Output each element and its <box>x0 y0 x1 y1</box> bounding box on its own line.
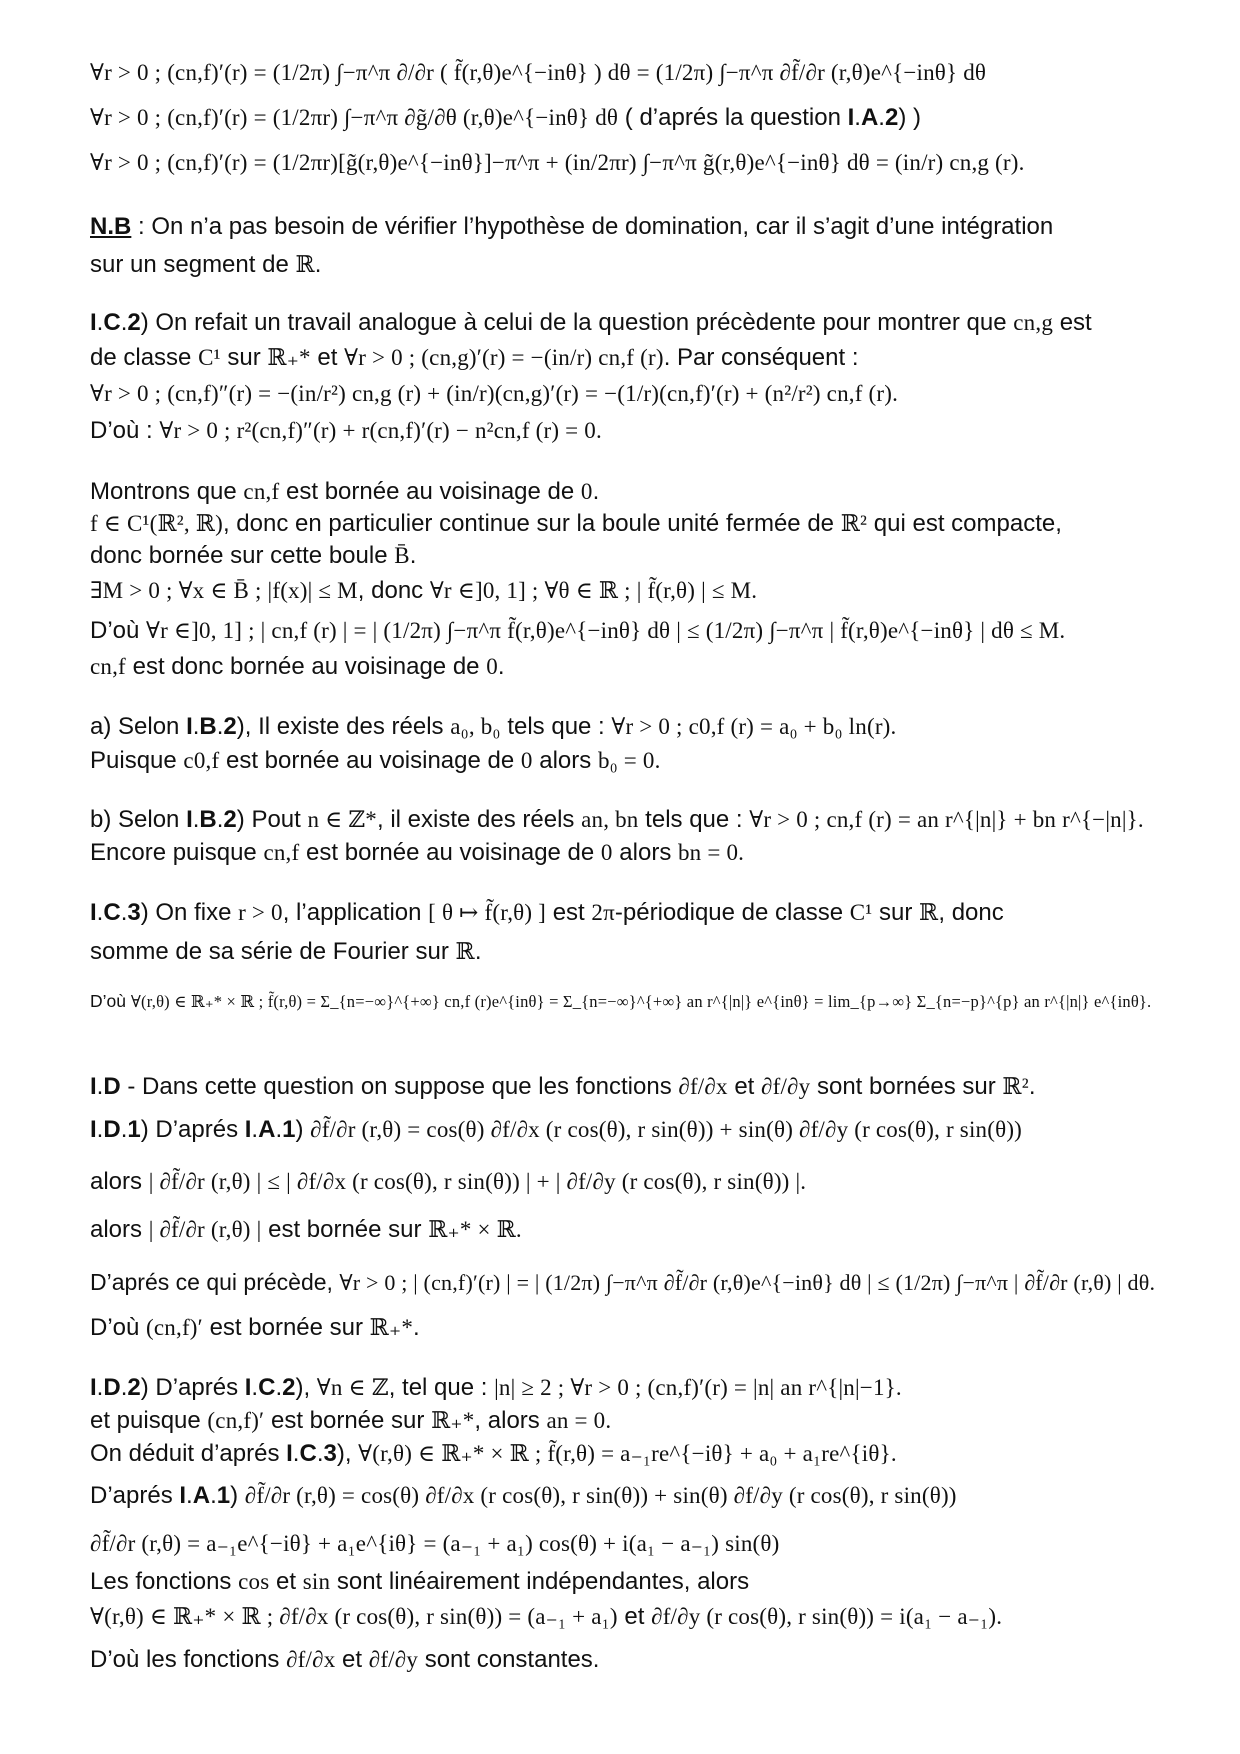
text-line <box>90 1167 1170 1197</box>
math-expression: ∂f/∂x <box>286 1647 336 1672</box>
math-expression: (cn,f)′ <box>146 1315 203 1340</box>
text-span: somme de sa série de Fourier sur <box>90 938 456 965</box>
text-span: . <box>96 1116 104 1143</box>
text-span: 2 <box>223 806 237 833</box>
text-span: Puisque <box>90 747 184 774</box>
text-span: D’où : <box>90 417 160 444</box>
math-expression: a₀, b₀ <box>450 714 501 739</box>
text-span: . <box>96 899 104 926</box>
text-span: est <box>546 899 592 926</box>
text-span: I <box>90 899 97 926</box>
math-expression: bn = 0. <box>677 840 745 865</box>
math-expression: ∃M > 0 ; ∀x ∈ B̄ ; |f(x)| ≤ M <box>90 578 358 603</box>
text-span: . <box>275 1116 283 1143</box>
text-span: I <box>179 1482 187 1509</box>
text-span: D’aprés ce qui précède, <box>90 1269 340 1295</box>
text-span: ), Il existe des réels <box>236 713 451 740</box>
math-expression: [ θ ↦ f̃(r,θ) ] <box>428 900 547 925</box>
text-line <box>90 308 1170 338</box>
text-span: Encore puisque <box>90 839 264 866</box>
math-expression: ∀r > 0 ; cn,f (r) = an r^{|n|} + bn r^{−|n|}. <box>749 807 1144 832</box>
text-span: C <box>258 1374 276 1401</box>
text-span: I <box>186 713 193 740</box>
text-span: ) D’aprés <box>140 1116 245 1143</box>
math-expression: ∂f̃/∂r (r,θ) = a₋₁e^{−iθ} + a₁e^{iθ} = (a₋₁ + a₁) cos(θ) + i(a₁ − a₋₁) sin(θ) <box>90 1531 780 1556</box>
text-span: et <box>310 344 345 371</box>
text-line <box>90 148 1170 178</box>
math-expression: b₀ = 0. <box>597 748 661 773</box>
text-line <box>90 1439 1170 1469</box>
text-span: , donc <box>357 577 430 604</box>
text-span: est <box>1053 309 1092 336</box>
text-span: . <box>251 1116 259 1143</box>
math-expression: ∂f/∂y (r cos(θ), r sin(θ)) = i(a₁ − a₋₁). <box>651 1604 1003 1629</box>
text-span: et <box>617 1603 652 1630</box>
text-line <box>90 212 1170 242</box>
text-line <box>90 576 1170 606</box>
text-span: alors <box>90 1168 149 1195</box>
text-span: sur <box>872 899 920 926</box>
text-line <box>90 652 1170 682</box>
math-expression: ℝ₊* <box>267 345 311 370</box>
text-span: ( d’aprés la question <box>618 104 848 131</box>
text-span: sur <box>220 344 268 371</box>
text-span: . <box>192 713 200 740</box>
text-span: sont constantes. <box>418 1646 600 1673</box>
text-line <box>90 1373 1170 1403</box>
text-span: N.B <box>90 213 132 240</box>
text-span: tels que : <box>500 713 612 740</box>
math-expression: n ∈ ℤ* <box>307 807 377 832</box>
math-expression: ∀r > 0 ; c0,f (r) = a₀ + b₀ ln(r). <box>611 714 897 739</box>
math-expression: cos <box>238 1569 270 1594</box>
text-span: D <box>103 1374 121 1401</box>
text-span: . <box>120 1116 128 1143</box>
text-span: est bornée au voisinage de <box>279 478 581 505</box>
text-span: B <box>199 806 217 833</box>
text-span: . <box>210 1482 217 1509</box>
text-span: alors <box>90 1216 149 1243</box>
text-span: et <box>335 1646 369 1673</box>
math-expression: |n| ≥ 2 ; ∀r > 0 ; (cn,f)′(r) = |n| an r^{|n|−1}. <box>494 1375 902 1400</box>
text-span: C <box>103 309 121 336</box>
math-expression: cn,f <box>243 479 280 504</box>
text-line <box>90 805 1170 835</box>
text-span: sont linéairement indépendantes, alors <box>330 1568 750 1595</box>
text-span: . <box>474 938 482 965</box>
text-span: . <box>96 1374 104 1401</box>
math-expression: ∀n ∈ ℤ <box>316 1375 389 1400</box>
text-line <box>90 1645 1170 1675</box>
math-expression: ∀r > 0 ; (c <box>90 60 186 85</box>
text-span: a) Selon <box>90 713 187 740</box>
math-expression: ℝ² <box>1002 1074 1029 1099</box>
text-span: D <box>103 1073 121 1100</box>
math-expression: ∀(r,θ) ∈ ℝ₊* × ℝ ; f̃(r,θ) = a₋₁re^{−iθ} + a₀ + a₁re^{iθ}. <box>358 1441 897 1466</box>
text-span: . <box>192 806 200 833</box>
text-line <box>90 898 1170 928</box>
math-expression: C¹ <box>849 900 873 925</box>
text-span: Montrons que <box>90 478 244 505</box>
text-span: . <box>120 899 128 926</box>
text-span: . <box>120 1374 128 1401</box>
text-span: . <box>413 1314 420 1341</box>
text-line <box>90 379 1170 409</box>
text-span: C <box>299 1440 317 1467</box>
text-span: . <box>120 309 128 336</box>
text-span: D’aprés <box>90 1482 180 1509</box>
text-line <box>90 1406 1170 1436</box>
math-expression: ∂f/∂x <box>678 1074 728 1099</box>
math-expression: n,f <box>185 60 211 85</box>
text-span: , donc en particulier continue sur la boule unité fermée de <box>222 510 841 537</box>
math-expression: ∂f/∂y <box>368 1647 419 1672</box>
text-span: alors <box>612 839 678 866</box>
text-span: D <box>103 1116 121 1143</box>
text-span: sont bornées sur <box>810 1073 1003 1100</box>
math-expression: an = 0. <box>546 1408 612 1433</box>
math-expression: ∂f̃/∂r (r,θ) = cos(θ) ∂f/∂x (r cos(θ), r sin(θ)) + sin(θ) ∂f/∂y (r cos(θ), r sin(θ)) <box>244 1483 957 1508</box>
math-expression: c0,f <box>183 748 220 773</box>
math-expression: ∀r > 0 ; (cn,f)′(r) = (1/2πr)[g̃(r,θ)e^{−inθ}]−π^π + (in/2πr) ∫−π^π g̃(r,θ)e^{−inθ} dθ = (in/r) cn,g (r). <box>90 150 1025 175</box>
text-span: qui est compacte, <box>867 510 1062 537</box>
text-line <box>90 250 1170 280</box>
text-span: est bornée au voisinage de <box>219 747 521 774</box>
text-span: de classe <box>90 344 199 371</box>
text-span: I <box>90 1374 97 1401</box>
text-span: C <box>103 899 121 926</box>
text-span: 2 <box>127 1374 141 1401</box>
text-span: ) <box>295 1116 311 1143</box>
text-line <box>90 1567 1170 1597</box>
text-span: . <box>314 251 322 278</box>
text-span: ), <box>295 1374 317 1401</box>
math-expression: ∀(r,θ) ∈ ℝ₊* × ℝ ; ∂f/∂x (r cos(θ), r sin(θ)) = (a₋₁ + a₁) <box>90 1604 618 1629</box>
math-expression: ℝ² <box>840 511 868 536</box>
text-span: est bornée sur <box>261 1216 429 1243</box>
text-span: , donc <box>938 899 1004 926</box>
text-span: I <box>244 1116 252 1143</box>
math-expression: (cn,f)′ <box>207 1408 265 1433</box>
math-expression: an, bn <box>581 807 639 832</box>
text-span: A <box>192 1482 211 1509</box>
text-span: tels que : <box>638 806 750 833</box>
text-span: . Par conséquent : <box>663 344 859 371</box>
text-span: b) Selon <box>90 806 187 833</box>
text-span: -périodique de classe <box>614 899 850 926</box>
math-expression: ∂f/∂y <box>761 1074 811 1099</box>
text-span: est bornée au voisinage de <box>299 839 601 866</box>
math-expression: ∀r ∈]0, 1] ; ∀θ ∈ ℝ ; | f̃(r,θ) | ≤ M. <box>429 578 758 603</box>
text-span: , alors <box>474 1407 547 1434</box>
text-span: I <box>186 806 193 833</box>
text-span: . <box>1028 1073 1036 1100</box>
text-span: . <box>186 1482 193 1509</box>
text-span: et puisque <box>90 1407 208 1434</box>
text-line <box>90 1602 1170 1632</box>
text-span: Les fonctions <box>90 1568 239 1595</box>
math-expression: cn,g <box>1013 310 1054 335</box>
text-span: I <box>90 309 97 336</box>
text-span: ) D’aprés <box>140 1374 245 1401</box>
text-span: : On n’a pas besoin de vérifier l’hypothèse de domination, car il s’agit d’une intégration <box>131 213 1054 240</box>
math-expression: 0 <box>520 748 533 773</box>
math-expression: cn,f <box>90 654 126 679</box>
math-expression: 2π <box>591 900 615 925</box>
text-span: B <box>199 713 217 740</box>
text-line <box>90 712 1170 742</box>
text-span: . <box>275 1374 283 1401</box>
text-span: . <box>854 104 861 131</box>
math-expression: r > 0 <box>238 900 283 925</box>
math-expression: ℝ <box>455 939 475 964</box>
math-expression: ℝ <box>919 900 939 925</box>
math-expression: ∀r > 0 ; (cn,f)′(r) = (1/2πr) ∫−π^π ∂g̃/∂θ (r,θ)e^{−inθ} dθ <box>90 105 619 130</box>
text-span: 2 <box>127 309 141 336</box>
math-expression: sin <box>302 1569 331 1594</box>
text-span: D’où <box>90 1314 147 1341</box>
text-span: On déduit d’aprés <box>90 1440 287 1467</box>
text-span: ) On fixe <box>140 899 239 926</box>
math-expression: | ∂f̃/∂r (r,θ) | <box>148 1217 262 1242</box>
text-span: donc bornée sur cette boule <box>90 542 395 569</box>
text-line <box>90 103 1170 133</box>
text-line <box>90 541 1170 571</box>
text-span: sur un segment de <box>90 251 296 278</box>
text-span: et <box>727 1073 762 1100</box>
math-expression: )′(r) = (1/2π) ∫−π^π ∂/∂r ( f̃(r,θ)e^{−inθ} ) dθ = (1/2π) ∫−π^π ∂f̃/∂r (r,θ)e^{−inθ} dθ <box>211 60 987 85</box>
text-span: 2 <box>884 104 899 131</box>
text-line <box>90 343 1170 373</box>
text-span: est bornée sur <box>202 1314 370 1341</box>
math-expression: f ∈ C¹(ℝ², ℝ) <box>90 511 223 536</box>
text-line <box>90 1072 1170 1102</box>
text-line <box>90 1529 1170 1559</box>
text-span: est bornée sur <box>264 1407 432 1434</box>
text-span: . <box>316 1440 324 1467</box>
text-line <box>90 1115 1170 1145</box>
text-span: . <box>96 309 104 336</box>
text-span: ), <box>336 1440 359 1467</box>
text-span: et <box>269 1568 303 1595</box>
text-span: I <box>90 1116 97 1143</box>
text-span: ) ) <box>898 104 921 131</box>
math-expression: ℝ₊* × ℝ. <box>428 1217 522 1242</box>
text-span: . <box>292 1440 300 1467</box>
text-span: 2 <box>223 713 237 740</box>
text-line <box>90 58 1170 88</box>
text-span: 3 <box>127 899 141 926</box>
text-line <box>90 1313 1170 1343</box>
text-line <box>90 616 1170 646</box>
text-span: . <box>216 713 224 740</box>
text-span: A <box>258 1116 276 1143</box>
text-span: . <box>216 806 224 833</box>
text-span: I <box>90 1073 97 1100</box>
text-line <box>90 1215 1170 1245</box>
text-line <box>90 986 1170 1017</box>
text-span: ) On refait un travail analogue à celui de la question précèdente pour montrer que <box>140 309 1014 336</box>
text-span: . <box>878 104 885 131</box>
math-expression: ℝ₊* <box>369 1315 414 1340</box>
text-span: . <box>497 653 505 680</box>
text-span: . <box>409 542 417 569</box>
math-expression: 0 <box>486 654 498 679</box>
text-span: I <box>244 1374 252 1401</box>
text-span: , il existe des réels <box>377 806 582 833</box>
text-span: alors <box>532 747 598 774</box>
text-span: D’où <box>90 991 131 1011</box>
text-line <box>90 838 1170 868</box>
math-expression: ∀r > 0 ; (cn,f)″(r) = −(in/r²) cn,g (r) + (in/r)(cn,g)′(r) = −(1/r)(cn,f)′(r) + (n²/r²) cn,f (r). <box>90 381 899 406</box>
text-line <box>90 416 1170 446</box>
math-expression: C¹ <box>198 345 221 370</box>
text-span: D’où les fonctions <box>90 1646 287 1673</box>
math-expression: ∀r ∈]0, 1] ; | cn,f (r) | = | (1/2π) ∫−π^π f̃(r,θ)e^{−inθ} dθ | ≤ (1/2π) ∫−π^π | f̃(r,θ)e^{−inθ} | dθ ≤ M. <box>146 618 1066 643</box>
text-span: 3 <box>323 1440 337 1467</box>
text-span: ) <box>230 1482 245 1509</box>
math-expression: | ∂f̃/∂r (r,θ) | ≤ | ∂f/∂x (r cos(θ), r sin(θ)) | + | ∂f/∂y (r cos(θ), r sin(θ)) |. <box>148 1169 807 1194</box>
text-span: . <box>251 1374 259 1401</box>
math-expression: ℝ₊* <box>431 1408 475 1433</box>
text-span: 1 <box>216 1482 231 1509</box>
text-line <box>90 937 1170 967</box>
math-expression: ∀r > 0 ; (cn,g)′(r) = −(in/r) cn,f (r) <box>344 345 664 370</box>
text-span: , tel que : <box>388 1374 495 1401</box>
math-expression: B̄ <box>394 543 410 568</box>
text-line <box>90 746 1170 776</box>
text-span: . <box>592 478 600 505</box>
math-expression: cn,f <box>263 840 300 865</box>
text-span: ) Pout <box>236 806 308 833</box>
text-span: 2 <box>282 1374 296 1401</box>
math-expression: 0 <box>580 479 593 504</box>
math-expression: ∂f̃/∂r (r,θ) = cos(θ) ∂f/∂x (r cos(θ), r sin(θ)) + sin(θ) ∂f/∂y (r cos(θ), r sin(θ)) <box>310 1117 1023 1142</box>
math-expression: ℝ <box>295 252 315 277</box>
text-line <box>90 1267 1170 1298</box>
text-line <box>90 509 1170 539</box>
math-expression: ∀r > 0 ; r²(cn,f)″(r) + r(cn,f)′(r) − n²cn,f (r) = 0. <box>159 418 602 443</box>
math-expression: ∀(r,θ) ∈ ℝ₊* × ℝ ; f̃(r,θ) = Σ_{n=−∞}^{+∞} cn,f (r)e^{inθ} = Σ_{n=−∞}^{+∞} an r^{|n|} e^{inθ} = lim_{p→∞} Σ_{n=−p}^{p} an r^{|n|} e^{inθ}. <box>130 992 1152 1011</box>
text-span: , l’application <box>282 899 429 926</box>
text-span: est donc bornée au voisinage de <box>125 653 487 680</box>
text-span: - Dans cette question on suppose que les fonctions <box>120 1073 679 1100</box>
text-span: 1 <box>127 1116 141 1143</box>
text-span: I <box>286 1440 293 1467</box>
text-span: 1 <box>282 1116 296 1143</box>
math-expression: 0 <box>600 840 613 865</box>
math-expression: ∀r > 0 ; | (cn,f)′(r) | = | (1/2π) ∫−π^π ∂f̃/∂r (r,θ)e^{−inθ} dθ | ≤ (1/2π) ∫−π^π | ∂f̃/∂r (r,θ) | dθ. <box>339 1270 1156 1295</box>
text-span: A <box>860 104 879 131</box>
text-span: . <box>96 1073 104 1100</box>
text-line <box>90 477 1170 507</box>
text-line <box>90 1481 1170 1511</box>
text-span: I <box>847 104 855 131</box>
text-span: D’où <box>90 617 147 644</box>
